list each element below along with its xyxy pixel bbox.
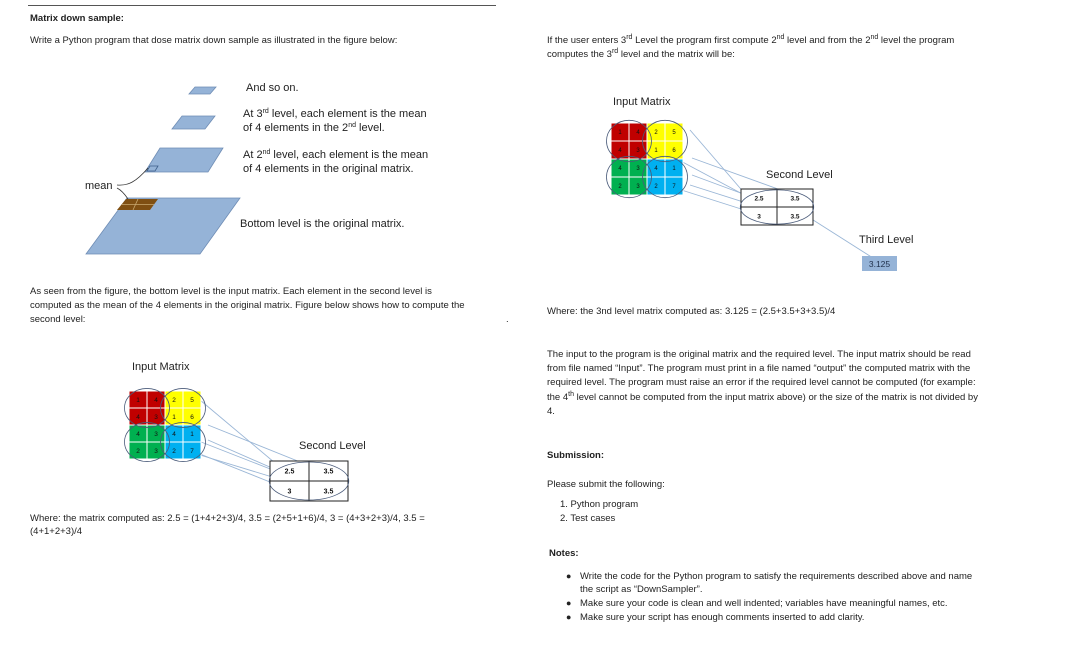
matrix-cell-value: 7: [672, 184, 676, 191]
right-para-1: The input to the program is the original matrix and the required level. The input matrix should be read: [547, 349, 971, 360]
right-para-3: required level. The program must raise an error if the required level cannot be computed (for example:: [547, 377, 976, 388]
matrix-cell-value: 2: [136, 447, 140, 455]
matrix-cell-value: 4: [618, 148, 622, 155]
submission-heading: Submission:: [547, 450, 605, 461]
intro-text: Write a Python program that dose matrix down sample as illustrated in the figure below:: [30, 35, 398, 46]
notes-heading: Notes:: [549, 548, 579, 559]
second-level-caption-1: At 2nd level, each element is the mean: [243, 149, 429, 161]
third-level-label: Third Level: [859, 234, 914, 246]
matrix-cell-value: 1: [190, 430, 194, 438]
third-level-caption-1: At 3rd level, each element is the mean: [243, 108, 427, 120]
matrix-cell-value: 4: [618, 166, 622, 173]
para-line-3: second level:: [30, 314, 86, 325]
second-level-value: 3.5: [790, 195, 800, 203]
matrix-cell-value: 6: [672, 148, 676, 155]
matrix-cell-value: 5: [190, 396, 194, 404]
matrix-cell-value: 3: [636, 148, 640, 155]
right-intro-1: If the user enters 3rd Level the program first compute 2nd level and from the 2nd level the program: [547, 34, 955, 46]
matrix-cell-value: 2: [172, 396, 176, 404]
please-submit: Please submit the following:: [547, 479, 665, 490]
second-level-value: 2.5: [284, 468, 295, 476]
second-level-label: Second Level: [299, 440, 366, 452]
bullet-icon: ●: [566, 612, 572, 622]
matrix-cell-value: 1: [654, 148, 658, 155]
right-para-5: 4.: [547, 406, 555, 417]
matrix-cell-value: 5: [672, 130, 676, 137]
third-level-value: 3.125: [868, 259, 891, 269]
matrix-cell-value: 3: [154, 430, 158, 438]
right-intro-2: computes the 3rd level and the matrix will be:: [547, 48, 735, 60]
list-item: 2. Test cases: [560, 513, 616, 524]
note-bullet-1: ● Write the code for the Python program to satisfy the requirements described above and name: [566, 571, 973, 582]
second-level-value: 3.5: [323, 488, 334, 496]
matrix-cell-value: 2: [618, 184, 622, 191]
note-bullet-3: ● Make sure your script has enough comments inserted to add clarity.: [566, 612, 865, 623]
note-bullet-1-cont: the script as “DownSampler”.: [580, 584, 703, 595]
matrix-cell-value: 4: [136, 413, 140, 421]
where-line-2: (4+1+2+3)/4: [30, 526, 83, 537]
and-so-on-label: And so on.: [246, 82, 299, 94]
third-level-caption-2: of 4 elements in the 2nd level.: [243, 122, 385, 134]
input-matrix-label: Input Matrix: [132, 361, 190, 373]
matrix-cell-value: 7: [190, 447, 194, 455]
matrix-cell-value: 3: [154, 447, 158, 455]
right-where: Where: the 3nd level matrix computed as: 3.125 = (2.5+3.5+3+3.5)/4: [547, 306, 836, 317]
note-bullet-2: ● Make sure your code is clean and well indented; variables have meaningful names, etc.: [566, 598, 948, 609]
matrix-cell-value: 1: [136, 396, 140, 404]
matrix-cell-value: 2: [172, 447, 176, 455]
matrix-cell-value: 3: [636, 184, 640, 191]
right-para-2: from file named “Input”. The program must print in a file named “output” the computed matrix with the: [547, 363, 971, 374]
matrix-cell-value: 4: [636, 130, 640, 137]
matrix-cell-value: 4: [136, 430, 140, 438]
bullet-icon: ●: [566, 598, 572, 608]
matrix-cell-value: 3: [154, 413, 158, 421]
bullet-icon: ●: [566, 571, 572, 581]
right-second-level-label: Second Level: [766, 169, 833, 181]
mean-label: mean: [85, 180, 113, 192]
connector-arrow: [810, 218, 873, 258]
matrix-cell-value: 2: [654, 184, 658, 191]
matrix-cell-value: 4: [172, 430, 176, 438]
second-level-value: 3: [287, 488, 292, 496]
connector-arrow: [690, 130, 746, 195]
where-line-1: Where: the matrix computed as: 2.5 = (1+4+2+3)/4, 3.5 = (2+5+1+6)/4, 3 = (4+3+2+3)/4, 3.5 =: [30, 513, 425, 524]
right-para-4: the 4th level cannot be computed from the input matrix above) or the size of the matrix is not divided by: [547, 391, 978, 403]
second-level-value: 3.5: [790, 213, 800, 221]
matrix-cell-value: 3: [636, 166, 640, 173]
second-level-caption-2: of 4 elements in the original matrix.: [243, 163, 414, 175]
matrix-cell-value: 1: [618, 130, 622, 137]
matrix-cell-value: 4: [654, 166, 658, 173]
stray-dot: .: [506, 314, 509, 325]
matrix-cell-value: 6: [190, 413, 194, 421]
second-level-value: 3.5: [323, 468, 334, 476]
right-input-matrix-label: Input Matrix: [613, 96, 671, 108]
para-line-2: computed as the mean of the 4 elements in the original matrix. Figure below shows how to compute the: [30, 300, 465, 311]
matrix-cell-value: 1: [672, 166, 676, 173]
matrix-cell-value: 1: [172, 413, 176, 421]
second-level-value: 3: [757, 213, 761, 221]
second-level-value: 2.5: [754, 195, 764, 203]
list-item: 1. Python program: [560, 499, 639, 510]
matrix-cell-value: 4: [154, 396, 158, 404]
bottom-level-caption: Bottom level is the original matrix.: [240, 218, 405, 230]
section-title: Matrix down sample:: [30, 13, 124, 24]
para-line-1: As seen from the figure, the bottom level is the input matrix. Each element in the second level is: [30, 286, 432, 297]
matrix-cell-value: 2: [654, 130, 658, 137]
